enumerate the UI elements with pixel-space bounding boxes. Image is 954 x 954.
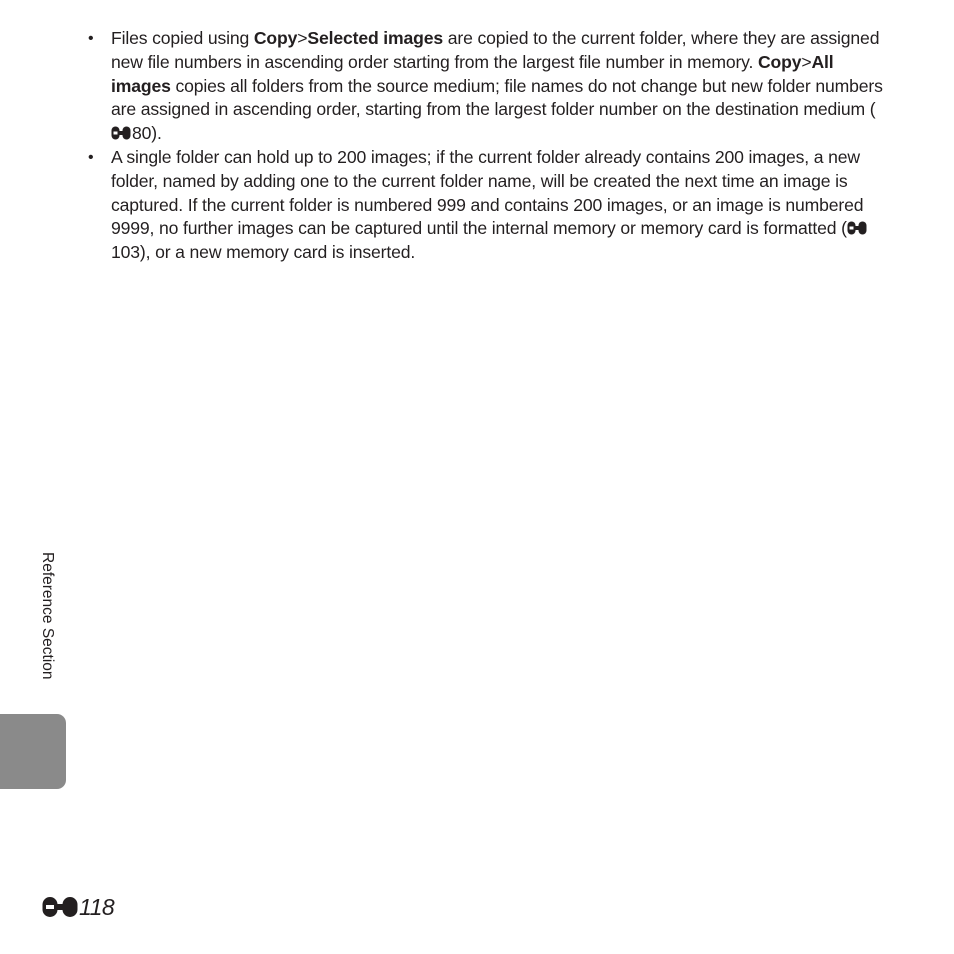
menu-name-copy: Copy xyxy=(757,51,802,72)
menu-name-all-images: All images xyxy=(111,51,834,96)
bullet-item-folder-capacity xyxy=(86,146,886,265)
bullet-dot: • xyxy=(88,148,94,166)
text-segment: ), or a new memory card is inserted. xyxy=(139,242,416,263)
menu-separator: > xyxy=(297,28,308,48)
text-segment: are copied to the current folder, where they are assigned new file numbers in ascending order starting from the largest file number in memory. xyxy=(111,28,880,72)
text-segment: ). xyxy=(151,123,162,144)
menu-name-selected-images: Selected images xyxy=(307,28,444,48)
menu-separator: > xyxy=(801,51,812,72)
section-label: Reference Section xyxy=(39,552,56,680)
text-segment: copies all folders from the source medium; file names do not change but new folder numbers are assigned in ascending order, starting from the largest folder number on the destination medium ( xyxy=(111,75,883,120)
page-number-text: 118 xyxy=(79,893,115,920)
reference-section-icon xyxy=(111,126,131,140)
page-reference[interactable]: 80 xyxy=(132,123,152,144)
text-segment: Files copied using xyxy=(111,28,254,48)
bullet-list xyxy=(86,27,886,265)
section-tab xyxy=(0,714,66,789)
menu-name-copy: Copy xyxy=(253,28,298,48)
page-reference[interactable]: 103 xyxy=(111,242,140,263)
bullet-item-copy-behavior xyxy=(86,27,886,146)
reference-section-icon xyxy=(847,221,867,235)
text-segment: A single folder can hold up to 200 images; if the current folder already contains 200 images, a new folder, named by adding one to the current folder name, will be created the next time an image is captured. If the current folder is numbered 999 and contains 200 images, or an image is numbered 9999, no further images can be captured until the internal memory or memory card is formatted ( xyxy=(111,146,864,239)
page-number xyxy=(42,892,114,922)
bullet-dot: • xyxy=(88,30,94,47)
reference-section-icon xyxy=(42,896,78,918)
